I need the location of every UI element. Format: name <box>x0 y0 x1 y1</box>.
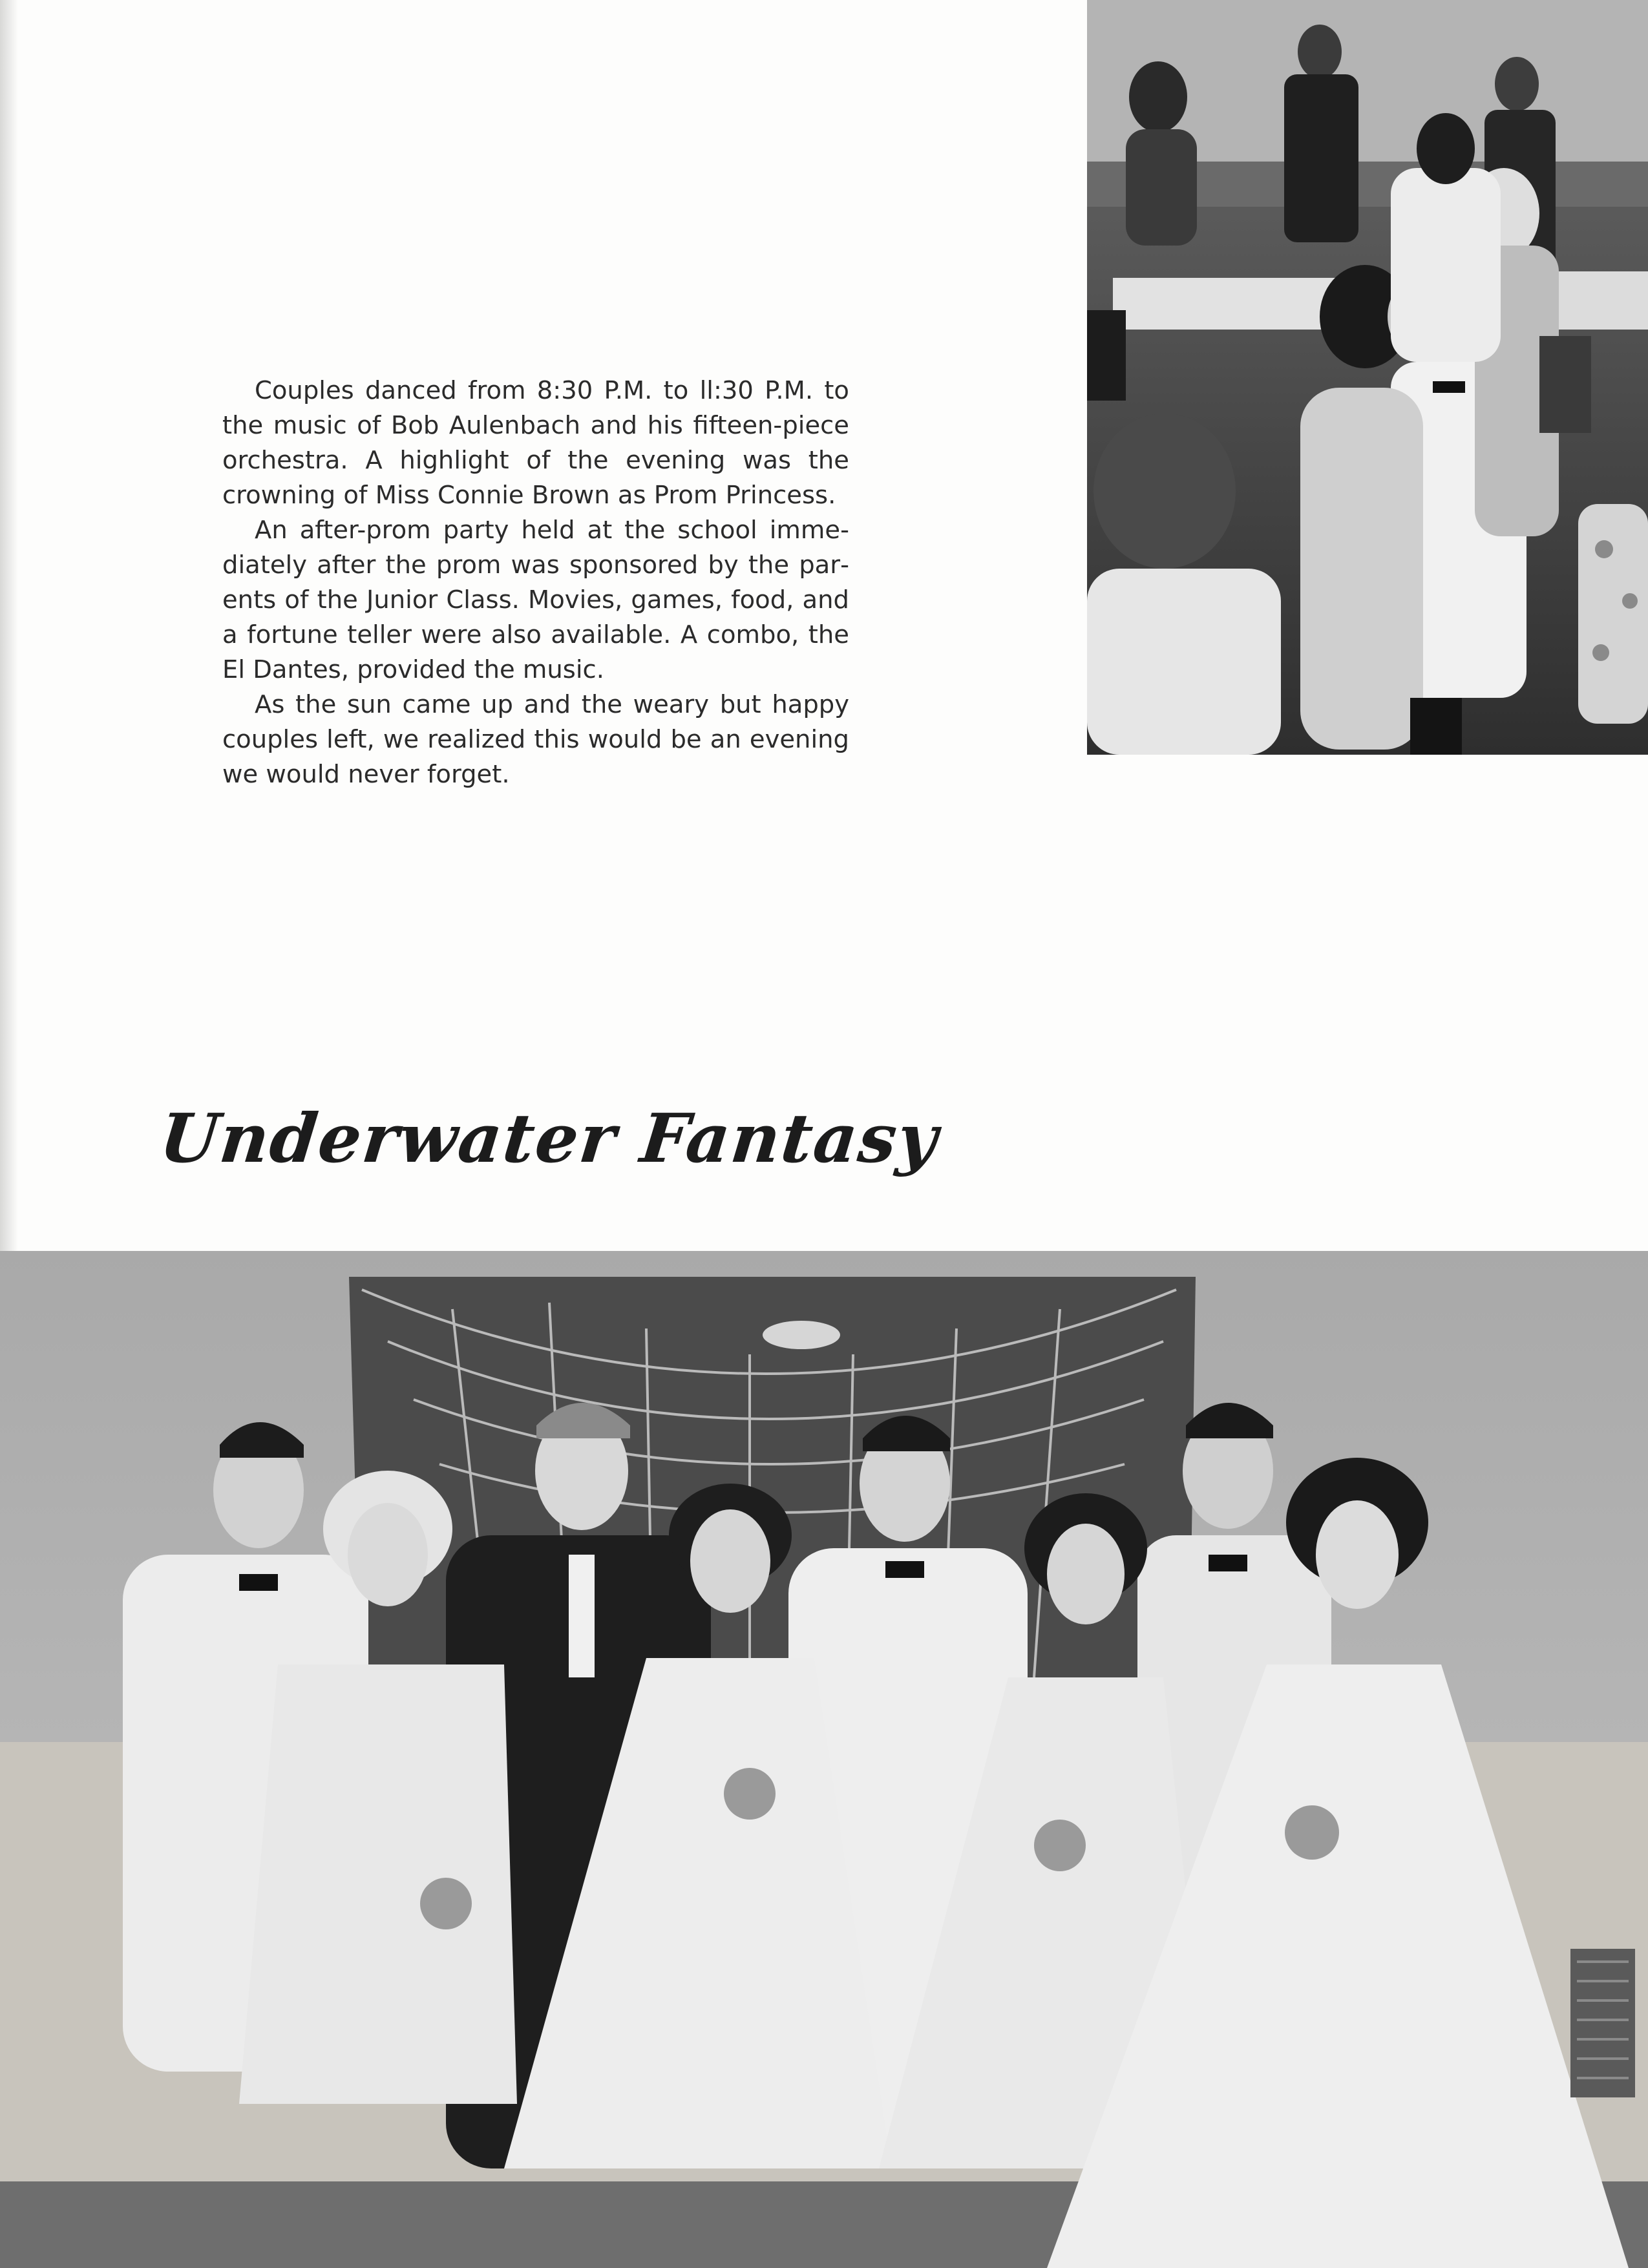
page-title: Underwater Fantasy <box>156 1098 943 1178</box>
dancing-couples-photo <box>1087 0 1648 755</box>
article-paragraph: As the sun came up and the weary but happy couples left, we realized this would be an evening we would never forget. <box>222 690 849 789</box>
article-body <box>222 373 849 792</box>
group-portrait-image <box>0 1251 1648 2268</box>
dancing-couples-image <box>1087 0 1648 755</box>
group-portrait-photo <box>0 1251 1648 2268</box>
article-paragraph: Couples danced from 8:30 P.M. to ll:30 P.M. to the music of Bob Aulenbach and his fifteen-piece orchestra. A highlight of the evening was the crowning of Miss Connie Brown as Prom Princess. <box>222 376 849 510</box>
article-paragraph: An after-prom party held at the school immediately after the prom was sponsored by the parents of the Junior Class. Movies, games, food, and a fortune teller were also available. A combo, the El Dantes, provided the music. <box>222 516 849 684</box>
